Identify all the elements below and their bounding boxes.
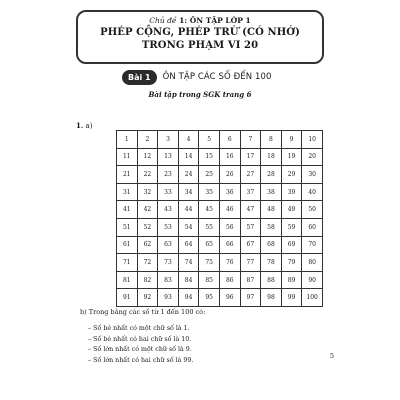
grid-cell: 36 xyxy=(219,183,240,201)
grid-row xyxy=(117,131,323,149)
grid-cell: 57 xyxy=(240,218,261,236)
grid-cell: 83 xyxy=(158,271,179,289)
grid-row xyxy=(117,271,323,289)
grid-cell: 44 xyxy=(178,201,199,219)
grid-cell: 97 xyxy=(240,289,261,307)
grid-cell: 62 xyxy=(137,236,158,254)
grid-cell: 63 xyxy=(158,236,179,254)
grid-cell: 43 xyxy=(158,201,179,219)
grid-cell: 8 xyxy=(261,131,282,149)
grid-cell: 2 xyxy=(137,131,158,149)
grid-cell: 86 xyxy=(219,271,240,289)
grid-cell: 11 xyxy=(117,148,138,166)
grid-cell: 4 xyxy=(178,131,199,149)
grid-cell: 9 xyxy=(281,131,302,149)
grid-cell: 82 xyxy=(137,271,158,289)
list-item: – Số bé nhất có hai chữ số là 10. xyxy=(88,335,192,343)
grid-cell: 6 xyxy=(219,131,240,149)
grid-cell: 37 xyxy=(240,183,261,201)
grid-cell: 42 xyxy=(137,201,158,219)
grid-cell: 54 xyxy=(178,218,199,236)
grid-cell: 77 xyxy=(240,254,261,272)
lesson-subtitle: Bài tập trong SGK trang 6 xyxy=(148,90,252,99)
grid-row xyxy=(117,254,323,272)
grid-cell: 24 xyxy=(178,166,199,184)
grid-cell: 85 xyxy=(199,271,220,289)
grid-cell: 91 xyxy=(117,289,138,307)
grid-cell: 75 xyxy=(199,254,220,272)
grid-cell: 66 xyxy=(219,236,240,254)
grid-cell: 92 xyxy=(137,289,158,307)
grid-cell: 40 xyxy=(302,183,323,201)
grid-cell: 49 xyxy=(281,201,302,219)
grid-row xyxy=(117,289,323,307)
grid-cell: 30 xyxy=(302,166,323,184)
grid-cell: 10 xyxy=(302,131,323,149)
grid-cell: 56 xyxy=(219,218,240,236)
grid-cell: 17 xyxy=(240,148,261,166)
exercise-label xyxy=(76,121,92,130)
grid-cell: 70 xyxy=(302,236,323,254)
grid-cell: 13 xyxy=(158,148,179,166)
grid-cell: 41 xyxy=(117,201,138,219)
lesson-badge: Bài 1 xyxy=(122,70,157,85)
number-grid-table xyxy=(116,130,323,307)
answer-list xyxy=(88,324,193,366)
grid-cell: 69 xyxy=(281,236,302,254)
grid-cell: 76 xyxy=(219,254,240,272)
grid-cell: 12 xyxy=(137,148,158,166)
grid-cell: 61 xyxy=(117,236,138,254)
grid-cell: 28 xyxy=(261,166,282,184)
grid-cell: 25 xyxy=(199,166,220,184)
grid-cell: 95 xyxy=(199,289,220,307)
chapter-title-line2: TRONG PHẠM VI 20 xyxy=(141,40,259,51)
grid-cell: 15 xyxy=(199,148,220,166)
grid-cell: 7 xyxy=(240,131,261,149)
grid-cell: 59 xyxy=(281,218,302,236)
grid-row xyxy=(117,166,323,184)
grid-cell: 73 xyxy=(158,254,179,272)
grid-cell: 71 xyxy=(117,254,138,272)
grid-cell: 80 xyxy=(302,254,323,272)
page-number: 5 xyxy=(329,352,334,360)
chapter-title-line1: PHÉP CỘNG, PHÉP TRỪ (CÓ NHỚ) xyxy=(100,27,300,38)
grid-cell: 3 xyxy=(158,131,179,149)
grid-cell: 16 xyxy=(219,148,240,166)
grid-cell: 38 xyxy=(261,183,282,201)
lesson-title: ÔN TẬP CÁC SỐ ĐẾN 100 xyxy=(162,72,272,82)
grid-cell: 18 xyxy=(261,148,282,166)
grid-cell: 53 xyxy=(158,218,179,236)
grid-cell: 22 xyxy=(137,166,158,184)
grid-cell: 74 xyxy=(178,254,199,272)
grid-cell: 5 xyxy=(199,131,220,149)
exercise-number: 1. xyxy=(76,121,84,130)
grid-cell: 89 xyxy=(281,271,302,289)
grid-cell: 27 xyxy=(240,166,261,184)
grid-cell: 35 xyxy=(199,183,220,201)
grid-cell: 81 xyxy=(117,271,138,289)
grid-cell: 48 xyxy=(261,201,282,219)
grid-cell: 88 xyxy=(261,271,282,289)
list-item: – Số bé nhất có một chữ số là 1. xyxy=(88,325,190,332)
topic-line xyxy=(78,16,322,26)
grid-cell: 93 xyxy=(158,289,179,307)
grid-cell: 51 xyxy=(117,218,138,236)
grid-cell: 100 xyxy=(302,289,323,307)
grid-cell: 31 xyxy=(117,183,138,201)
grid-cell: 32 xyxy=(137,183,158,201)
grid-cell: 1 xyxy=(117,131,138,149)
topic-name: ÔN TẬP LỚP 1 xyxy=(189,16,251,25)
grid-cell: 96 xyxy=(219,289,240,307)
grid-cell: 39 xyxy=(281,183,302,201)
grid-cell: 14 xyxy=(178,148,199,166)
grid-cell: 90 xyxy=(302,271,323,289)
grid-row xyxy=(117,236,323,254)
grid-cell: 79 xyxy=(281,254,302,272)
grid-cell: 72 xyxy=(137,254,158,272)
list-item: – Số lớn nhất có một chữ số là 9. xyxy=(88,346,192,353)
topic-number: 1: xyxy=(179,16,188,25)
lesson-heading xyxy=(122,69,272,85)
grid-cell: 52 xyxy=(137,218,158,236)
grid-cell: 94 xyxy=(178,289,199,307)
grid-row xyxy=(117,201,323,219)
grid-cell: 33 xyxy=(158,183,179,201)
grid-cell: 47 xyxy=(240,201,261,219)
textbook-page xyxy=(62,6,338,394)
grid-cell: 26 xyxy=(219,166,240,184)
exercise-part-a: a) xyxy=(85,122,93,130)
grid-cell: 84 xyxy=(178,271,199,289)
grid-cell: 60 xyxy=(302,218,323,236)
topic-prefix: Chủ đề xyxy=(149,16,177,25)
grid-cell: 67 xyxy=(240,236,261,254)
chapter-header-box xyxy=(76,10,324,64)
grid-cell: 87 xyxy=(240,271,261,289)
grid-row xyxy=(117,148,323,166)
grid-cell: 68 xyxy=(261,236,282,254)
grid-cell: 21 xyxy=(117,166,138,184)
grid-cell: 45 xyxy=(199,201,220,219)
list-item: – Số lớn nhất có hai chữ số là 99. xyxy=(88,356,194,364)
grid-cell: 19 xyxy=(281,148,302,166)
grid-cell: 99 xyxy=(281,289,302,307)
grid-cell: 98 xyxy=(261,289,282,307)
grid-cell: 58 xyxy=(261,218,282,236)
grid-cell: 23 xyxy=(158,166,179,184)
grid-cell: 55 xyxy=(199,218,220,236)
grid-cell: 65 xyxy=(199,236,220,254)
grid-cell: 46 xyxy=(219,201,240,219)
grid-cell: 64 xyxy=(178,236,199,254)
grid-cell: 34 xyxy=(178,183,199,201)
grid-cell: 78 xyxy=(261,254,282,272)
grid-cell: 50 xyxy=(302,201,323,219)
grid-cell: 20 xyxy=(302,148,323,166)
grid-row xyxy=(117,218,323,236)
grid-cell: 29 xyxy=(281,166,302,184)
exercise-part-b: b) Trong bảng các số từ 1 đến 100 có: xyxy=(80,308,206,316)
grid-row xyxy=(117,183,323,201)
